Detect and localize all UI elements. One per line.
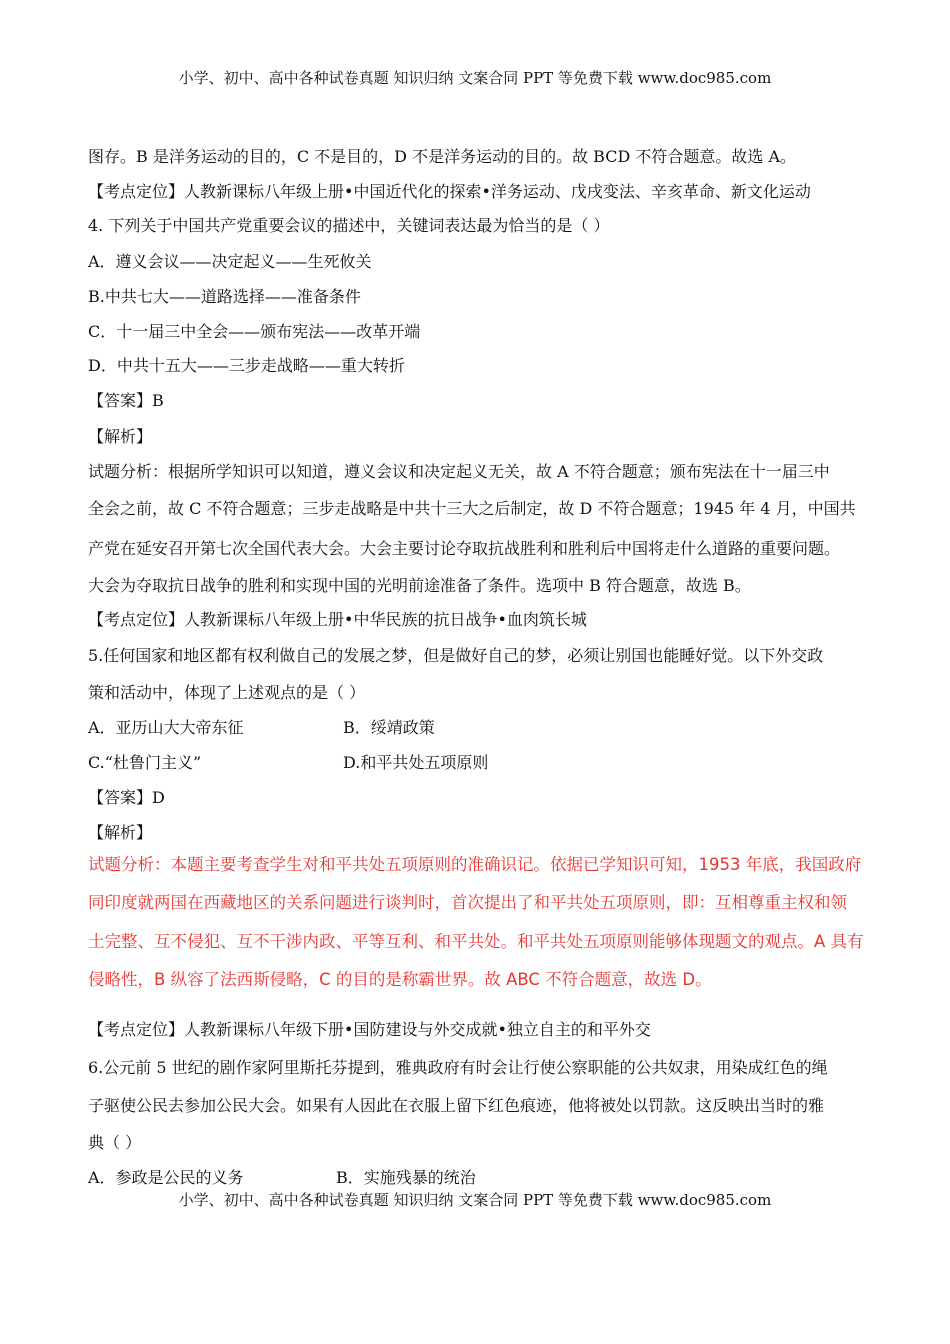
question-4-option-b: B.中共七大——道路选择——准备条件: [88, 287, 361, 306]
answer-label: 【答案】B: [88, 391, 164, 410]
answer-label: 【答案】D: [88, 788, 165, 807]
analysis-text: 产党在延安召开第七次全国代表大会。大会主要讨论夺取抗战胜利和胜利后中国将走什么道路的重要问题。: [88, 539, 841, 558]
exam-point-label: 【考点定位】人教新课标八年级下册•国防建设与外交成就•独立自主的和平外交: [88, 1020, 651, 1039]
exam-point-label: 【考点定位】人教新课标八年级上册•中国近代化的探索•洋务运动、戊戌变法、辛亥革命、新文化运动: [88, 182, 811, 201]
question-5-option-d: D.和平共处五项原则: [343, 753, 489, 772]
page-footer: 小学、初中、高中各种试卷真题 知识归纳 文案合同 PPT 等免费下载 www.doc985.com: [178, 1191, 772, 1209]
question-6-option-a: A．参政是公民的义务: [88, 1168, 244, 1187]
question-6-stem: 6.公元前 5 世纪的剧作家阿里斯托芬提到，雅典政府有时会让行使公察职能的公共奴隶，用染成红色的绳: [88, 1058, 828, 1077]
analysis-text-highlight: 侵略性，B 纵容了法西斯侵略，C 的目的是称霸世界。故 ABC 不符合题意，故选 D。: [88, 970, 712, 989]
question-4-option-c: C．十一届三中全会——颁布宪法——改革开端: [88, 322, 421, 341]
analysis-text-highlight: 同印度就两国在西藏地区的关系问题进行谈判时，首次提出了和平共处五项原则，即：互相尊重主权和领: [88, 893, 847, 912]
question-6-stem: 典（ ）: [88, 1133, 142, 1152]
question-5-stem: 5.任何国家和地区都有权利做自己的发展之梦，但是做好自己的梦，必须让别国也能睡好觉。以下外交政: [88, 646, 824, 665]
question-6-stem: 子驱使公民去参加公民大会。如果有人因此在衣服上留下红色痕迹，他将被处以罚款。这反映出当时的雅: [88, 1096, 825, 1115]
analysis-label: 【解析】: [88, 823, 153, 842]
question-6-option-b: B．实施残暴的统治: [336, 1168, 476, 1187]
question-4-stem: 4. 下列关于中国共产党重要会议的描述中，关键词表达最为恰当的是（ ）: [88, 216, 610, 235]
text-line: 图存。B 是洋务运动的目的，C 不是目的，D 不是洋务运动的目的。故 BCD 不符合题意。故选 A。: [88, 147, 797, 166]
question-4-option-a: A．遵义会议——决定起义——生死攸关: [88, 252, 372, 271]
analysis-text: 全会之前，故 C 不符合题意；三步走战略是中共十三大之后制定，故 D 不符合题意；1945 年 4 月，中国共: [88, 499, 856, 518]
analysis-label: 【解析】: [88, 427, 153, 446]
analysis-text: 大会为夺取抗日战争的胜利和实现中国的光明前途准备了条件。选项中 B 符合题意，故选 B。: [88, 576, 751, 595]
question-5-option-c: C.“杜鲁门主义”: [88, 753, 202, 772]
analysis-text-highlight: 土完整、互不侵犯、互不干涉内政、平等互利、和平共处。和平共处五项原则能够体现题文的观点。A 具有: [88, 932, 864, 951]
exam-point-label: 【考点定位】人教新课标八年级上册•中华民族的抗日战争•血肉筑长城: [88, 610, 587, 629]
page-header: 小学、初中、高中各种试卷真题 知识归纳 文案合同 PPT 等免费下载 www.doc985.com: [178, 69, 772, 87]
analysis-text: 试题分析：根据所学知识可以知道，遵义会议和决定起义无关，故 A 不符合题意；颁布宪法在十一届三中: [88, 462, 830, 481]
question-5-stem: 策和活动中，体现了上述观点的是（ ）: [88, 683, 366, 702]
question-5-option-b: B．绥靖政策: [343, 718, 435, 737]
analysis-text-highlight: 试题分析：本题主要考查学生对和平共处五项原则的准确识记。依据已学知识可知，1953 年底，我国政府: [88, 855, 862, 874]
question-4-option-d: D．中共十五大——三步走战略——重大转折: [88, 356, 405, 375]
question-5-option-a: A．亚历山大大帝东征: [88, 718, 244, 737]
